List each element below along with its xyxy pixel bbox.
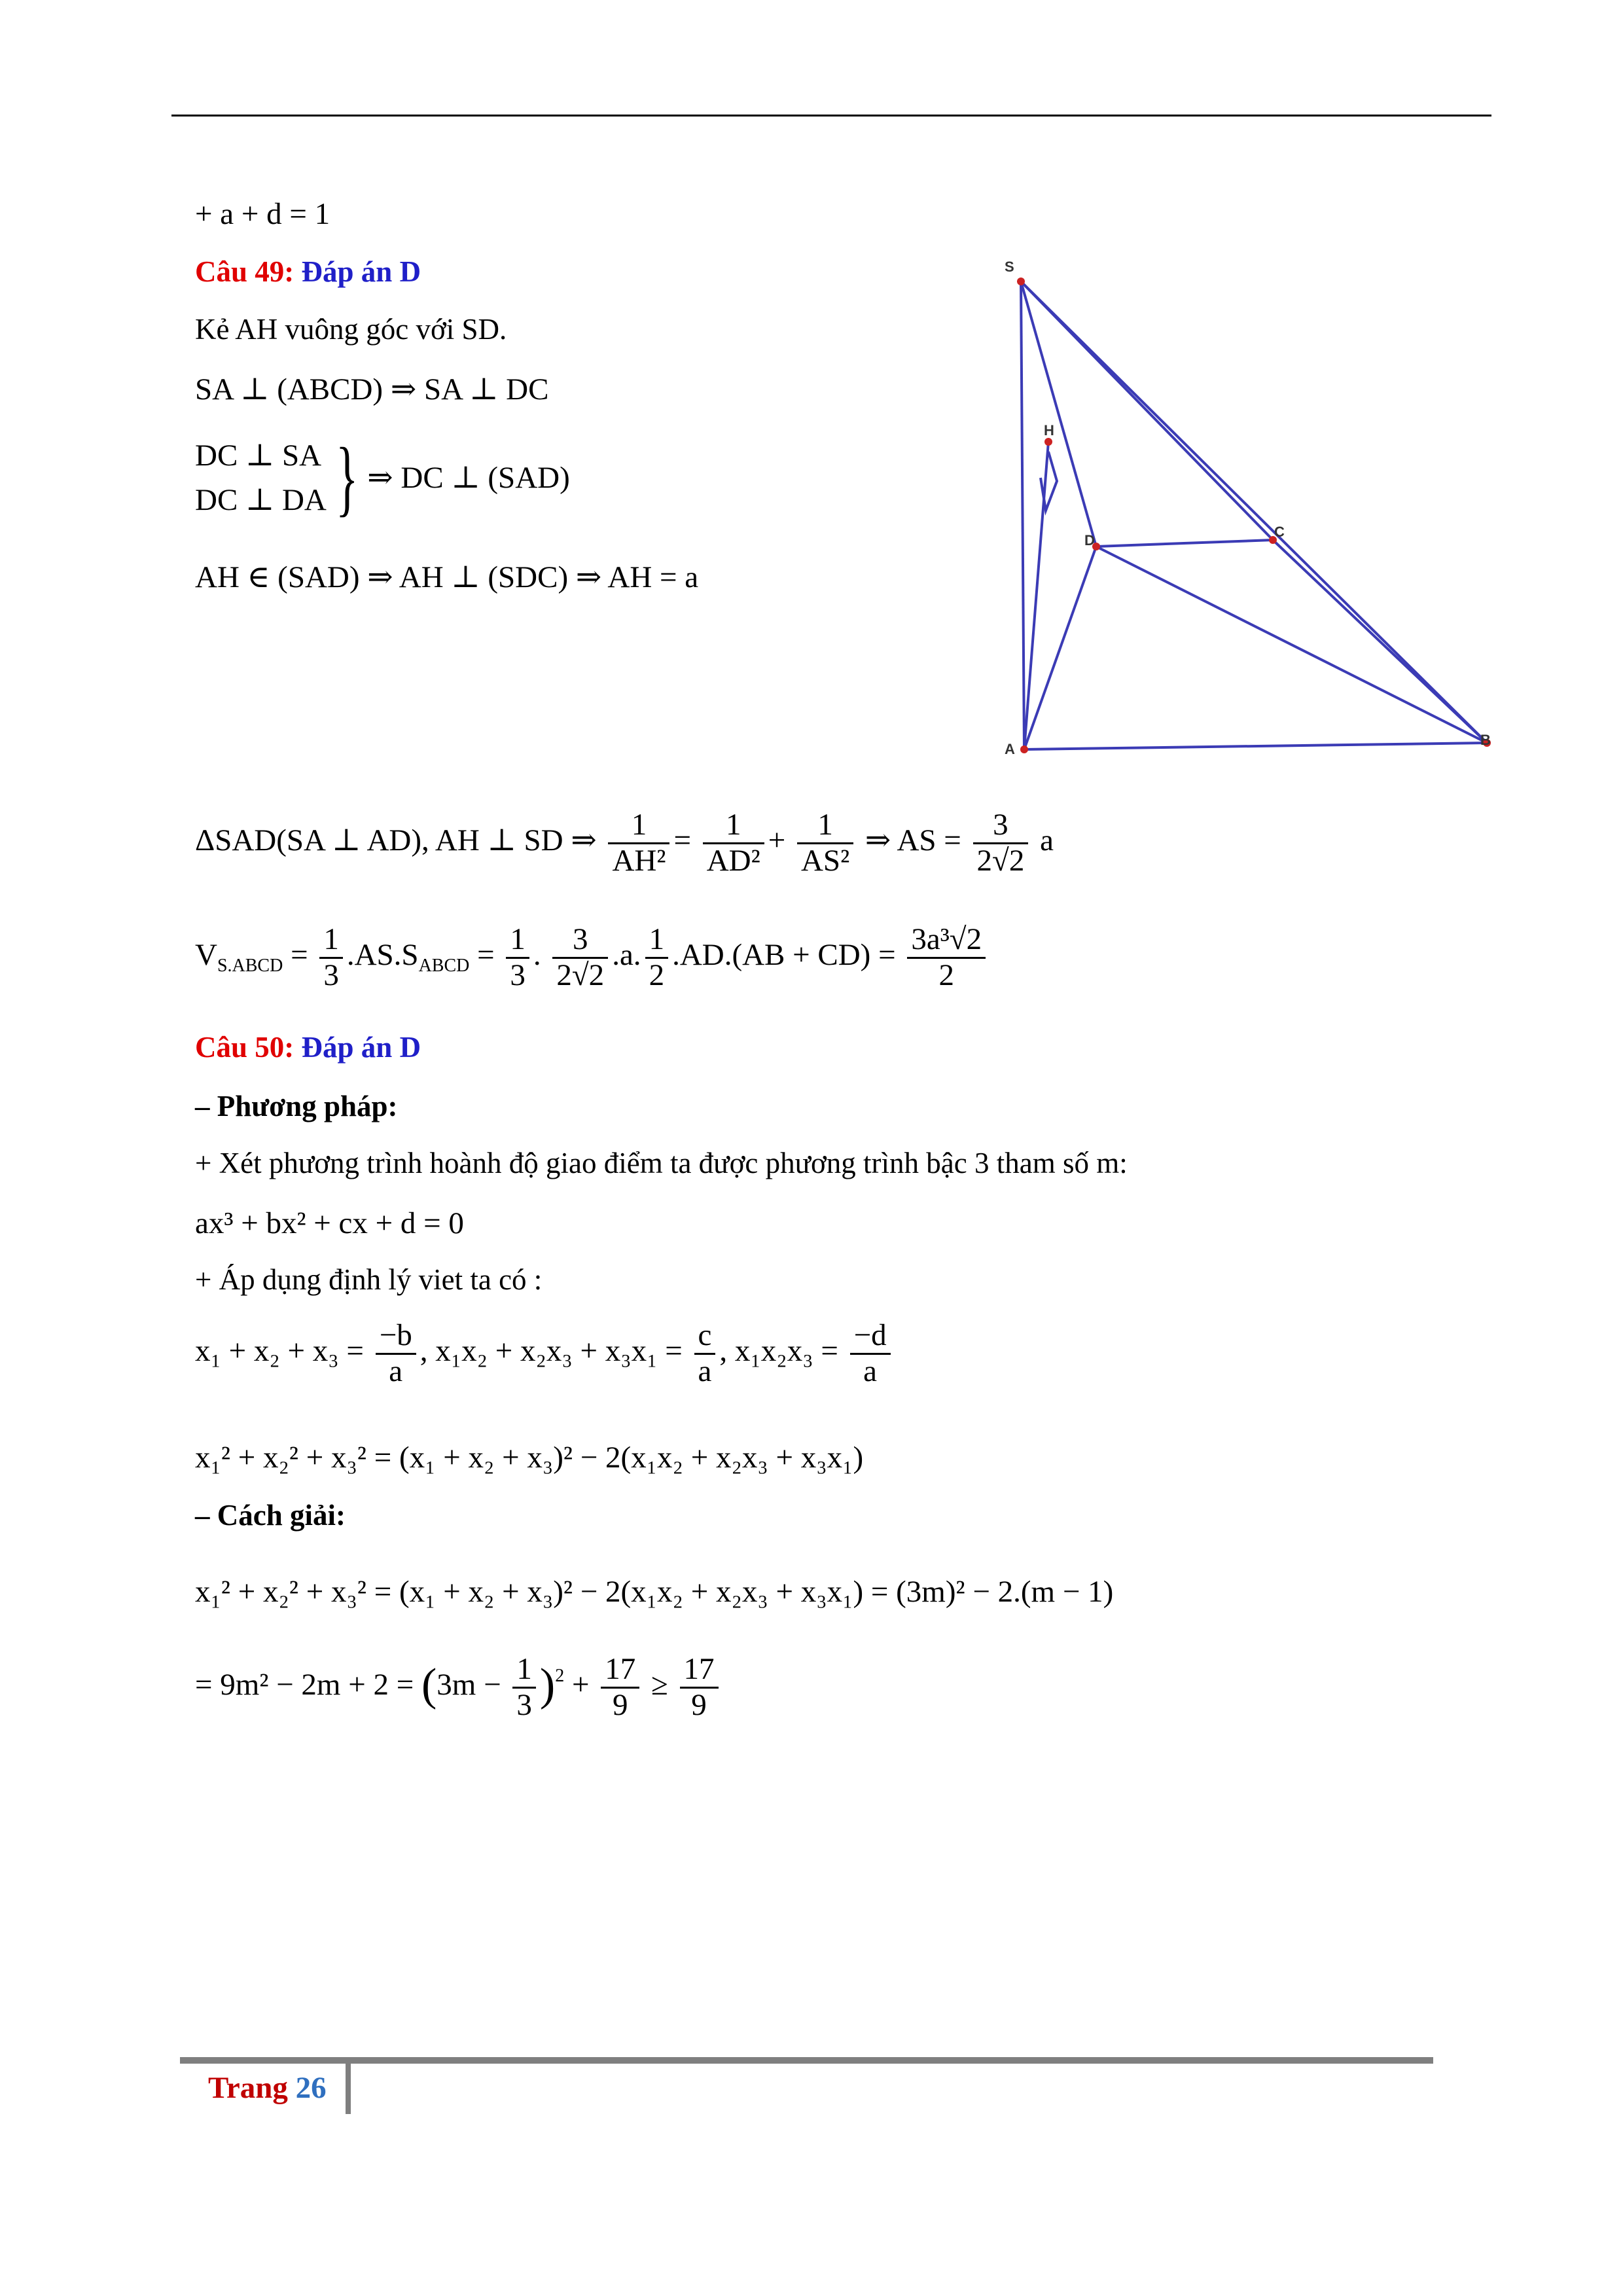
pyramid-figure: [995, 255, 1518, 779]
fraction: $\frac{1}{3}$: [319, 923, 343, 992]
area-subscript: ABCD: [418, 955, 470, 976]
system-row-1: DC ⊥ SA: [195, 438, 322, 473]
answer-label: Đáp án D: [301, 255, 421, 288]
footer-rule: [180, 2057, 1433, 2064]
fraction: $\frac{1}{\text{AS²}}$: [797, 808, 853, 878]
q49-step-3: AH ∈ (SAD) ⇒ AH ⊥ (SDC) ⇒ AH = a: [195, 560, 699, 594]
label-D: D: [1084, 532, 1095, 548]
label-A: A: [1005, 741, 1015, 757]
solution-expression: = 9m² − 2m + 2 =: [195, 1667, 414, 1702]
fraction: $\frac{c}{a}$: [694, 1319, 716, 1388]
edge-AB: [1024, 743, 1487, 749]
fraction: $\frac{-b}{a}$: [376, 1319, 416, 1388]
edge-SB: [1021, 281, 1487, 743]
point-S: [1017, 278, 1025, 285]
answer-label: Đáp án D: [301, 1031, 421, 1064]
edge-DC: [1096, 540, 1273, 547]
system-row-2: DC ⊥ DA: [195, 483, 327, 517]
volume-term: .a.: [612, 937, 641, 972]
fraction: $\frac{1}{3}$: [512, 1653, 536, 1722]
vieta-product: , x₁x₂x₃ =: [719, 1333, 838, 1368]
method-line-3: + Áp dụng định lý viet ta có :: [195, 1263, 543, 1296]
volume-term: .AD.(AB + CD) =: [672, 937, 896, 972]
exponent: 2: [555, 1665, 565, 1686]
volume-term: .AS.S: [346, 937, 419, 972]
fraction: $\frac{3}{2√2}$: [973, 808, 1029, 878]
edge-CB: [1273, 540, 1487, 743]
volume-subscript: S.ABCD: [217, 955, 283, 976]
plus-sign: +: [571, 1667, 590, 1702]
method-line-2: ax³ + bx² + cx + d = 0: [195, 1206, 464, 1240]
fraction: $\frac{-d}{a}$: [850, 1319, 891, 1388]
point-H: [1044, 438, 1052, 446]
page-footer: [208, 2070, 327, 2106]
right-brace: }: [335, 431, 359, 525]
system-result: ⇒ DC ⊥ (SAD): [367, 460, 570, 495]
method-line-1: + Xét phương trình hoành độ giao điểm ta được phương trình bậc 3 tham số m:: [195, 1147, 1128, 1179]
fraction: $\frac{3}{2√2}$: [552, 923, 608, 992]
figure-edges: [1021, 281, 1487, 749]
footer-divider: [346, 2062, 351, 2114]
fraction: $\frac{17}{9}$: [680, 1653, 719, 1722]
solution-term: 3m −: [437, 1667, 501, 1702]
solution-line-1: x₁² + x₂² + x₃² = (x₁ + x₂ + x₃)² − 2(x₁x₂ + x₂x₃ + x₃x₁) = (3m)² − 2.(m − 1): [195, 1575, 1114, 1609]
fraction: $\frac{1}{\text{AD²}}$: [703, 808, 764, 878]
vieta-pair-sum: , x₁x₂ + x₂x₃ + x₃x₁ =: [419, 1333, 683, 1368]
formula-middle: ⇒ AS =: [865, 823, 961, 857]
text-line-a-plus-d: + a + d = 1: [195, 197, 330, 231]
fraction: $\frac{17}{9}$: [601, 1653, 639, 1722]
label-C: C: [1274, 524, 1285, 540]
question-49-heading: [195, 255, 421, 289]
solution-line-2: [195, 1653, 722, 1722]
q49-step-1: SA ⊥ (ABCD) ⇒ SA ⊥ DC: [195, 372, 549, 406]
label-S: S: [1005, 259, 1014, 275]
q49-step-4: ΔSAD(SA ⊥ AD), AH ⊥ SD ⇒ $\frac{1}{\text{AH²}}$ = $\frac{1}{\text{AD²}}$ + $\frac{1}{\text{AS²}}$ ⇒ AS = $\frac{3}{2√2}$ a: [195, 808, 1054, 878]
q49-step-5: $V_{S.ABCD}$ = $\frac{1}{3}$ $.AS.S_{ABCD}$ = $\frac{1}{3}$ . $\frac{3}{2√2}$ .a. $\frac{1}{2}$ .AD.(AB + CD) = $\frac{\text{3a³√2}}{2}$: [195, 923, 990, 992]
page-number: 26: [295, 2071, 327, 2105]
volume-symbol: V: [195, 937, 217, 972]
q49-system: [195, 431, 570, 525]
fraction: $\frac{1}{2}$: [645, 923, 669, 992]
edge-AH: [1024, 442, 1048, 749]
q49-intro: Kẻ AH vuông góc với SD.: [195, 313, 507, 346]
edge-DB: [1096, 547, 1487, 743]
solution-heading: – Cách giải:: [195, 1499, 346, 1532]
vieta-sum: x₁ + x₂ + x₃ =: [195, 1333, 364, 1368]
fraction: $\frac{\text{3a³√2}}{2}$: [907, 923, 986, 992]
paren-close: ): [539, 1659, 556, 1710]
header-rule: [171, 115, 1491, 117]
method-heading: – Phương pháp:: [195, 1090, 398, 1122]
edge-AD: [1024, 547, 1096, 749]
point-A: [1020, 745, 1028, 753]
formula-end: a: [1040, 823, 1054, 857]
question-number: Câu 50:: [195, 1031, 294, 1064]
fraction: $\frac{1}{\text{AH²}}$: [608, 808, 669, 878]
page-label: Trang: [208, 2071, 288, 2105]
question-number: Câu 49:: [195, 255, 294, 288]
edge-SA: [1021, 281, 1024, 749]
question-50-heading: [195, 1031, 421, 1065]
method-line-5: x₁² + x₂² + x₃² = (x₁ + x₂ + x₃)² − 2(x₁x₂ + x₂x₃ + x₃x₁): [195, 1441, 864, 1475]
formula-prefix: ΔSAD(SA ⊥ AD), AH ⊥ SD ⇒: [195, 823, 597, 857]
geq-sign: ≥: [651, 1667, 668, 1702]
label-B: B: [1480, 732, 1491, 748]
label-H: H: [1044, 422, 1054, 439]
paren-open: (: [421, 1659, 437, 1710]
fraction: $\frac{1}{3}$: [506, 923, 529, 992]
vieta-formulas: [195, 1319, 895, 1388]
